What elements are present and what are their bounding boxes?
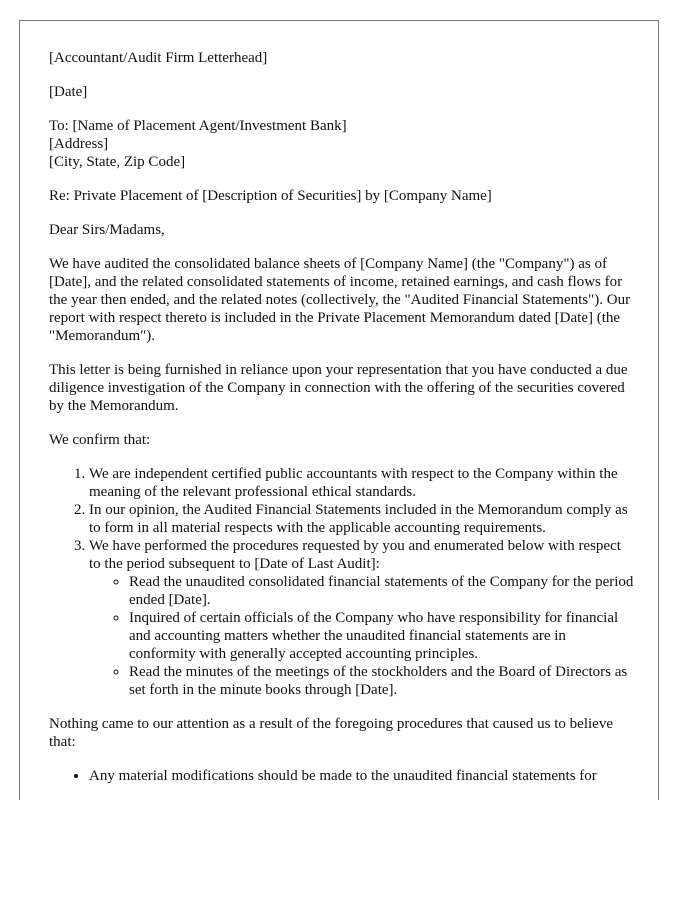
- confirmation-item: 1. We are independent certified public accountants with respect to the Company within the meaning of the relevant professional ethical standards.: [89, 465, 634, 501]
- procedure-list: [89, 573, 634, 699]
- letter-body: [49, 49, 634, 785]
- confirmation-item: 2. In our opinion, the Audited Financial Statements included in the Memorandum comply as to form in all material respects with the applicable accounting requirements.: [89, 501, 634, 537]
- recipient-address-line: [Address]: [49, 136, 109, 152]
- paragraph-nothing-came: Nothing came to our attention as a result of the foregoing procedures that caused us to believe that:: [49, 716, 613, 750]
- finding-item: • Any material modifications should be made to the unaudited financial statements for: [89, 767, 634, 785]
- confirmation-item: [89, 537, 634, 699]
- letterhead: [Accountant/Audit Firm Letterhead]: [49, 50, 268, 66]
- procedure-item: ◦ Read the minutes of the meetings of the stockholders and the Board of Directors as set forth in the minute books through [Date].: [129, 663, 634, 699]
- confirmation-item-text: We have performed the procedures requested by you and enumerated below with respect to the period subsequent to [Date of Last Audit]:: [89, 538, 621, 572]
- letter-page: [19, 20, 659, 800]
- paragraph-audit: We have audited the consolidated balance sheets of [Company Name] (the "Company") as of [Date], and the related consolidated statements of income, retained earnings, and cash flows for the year then ended, and the related notes (collectively, the "Audited Financial Statements"). Our report with respect thereto is included in the Private Placement Memorandum dated [Date] (the "Memorandum").: [49, 256, 631, 344]
- letter-date: [Date]: [49, 84, 88, 100]
- findings-list: [49, 767, 634, 785]
- paragraph-confirm: We confirm that:: [49, 432, 151, 448]
- paragraph-reliance: This letter is being furnished in reliance upon your representation that you have conducted a due diligence investigation of the Company in connection with the offering of the securities covered by the Memorandum.: [49, 362, 628, 414]
- procedure-item: ◦ Read the unaudited consolidated financial statements of the Company for the period ended [Date].: [129, 573, 634, 609]
- salutation: Dear Sirs/Madams,: [49, 222, 165, 238]
- procedure-item: ◦ Inquired of certain officials of the Company who have responsibility for financial and accounting matters whether the unaudited financial statements are in conformity with generally accepted accounting principles.: [129, 609, 634, 663]
- confirmation-list: [49, 465, 634, 699]
- recipient-name-line: To: [Name of Placement Agent/Investment Bank]: [49, 118, 347, 134]
- recipient-city-line: [City, State, Zip Code]: [49, 154, 186, 170]
- subject-line: Re: Private Placement of [Description of Securities] by [Company Name]: [49, 188, 492, 204]
- recipient-address: [49, 117, 634, 171]
